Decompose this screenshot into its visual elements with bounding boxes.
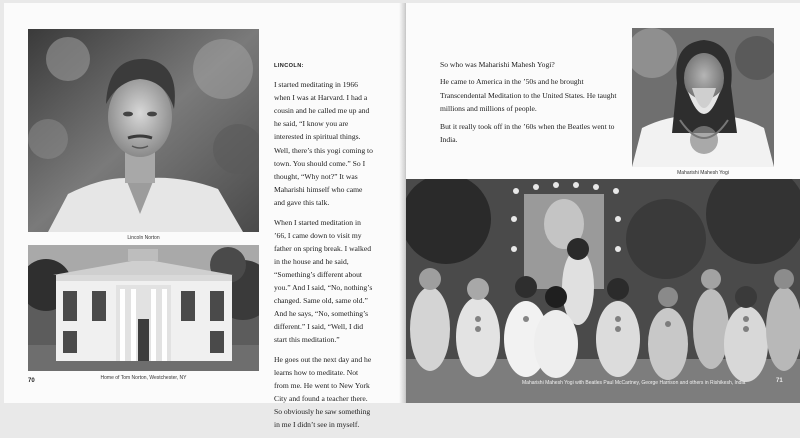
- maharishi-portrait-photo: [632, 28, 774, 167]
- paragraph: So who was Maharishi Mahesh Yogi?: [440, 60, 555, 69]
- speaker-label: LINCOLN:: [274, 63, 304, 69]
- book-spread: [4, 3, 800, 430]
- house-photo: [28, 245, 259, 371]
- maharishi-caption: Maharishi Mahesh Yogi: [677, 170, 729, 176]
- interview-text-left: [274, 60, 374, 438]
- left-page: [4, 3, 404, 430]
- paragraph: I started meditating in 1966 when I was at Harvard. I had a cousin and he called me up and he said, “I know you are interested in spiritual things. Well, there’s this yogi coming to town. You should come.” So I thought, “Why not?” It was Maharishi himself who came and gave this talk.: [274, 80, 373, 207]
- portrait-photo-lincoln-norton: [28, 29, 259, 232]
- house-caption: Home of Tom Norton, Westchester, NY: [100, 375, 187, 381]
- group-photo-caption: Maharishi Mahesh Yogi with Beatles Paul McCartney, George Harrison and others in Rishikesh, India: [522, 380, 746, 386]
- paragraph: He came to America in the ’50s and he brought Transcendental Meditation to the United States. He taught millions and millions of people.: [440, 77, 617, 114]
- paragraph: He goes out the next day and he learns how to meditate. Not from me. He went to New York City and found a teacher there. So obviously he saw something in me I didn’t see in myself.: [274, 354, 372, 430]
- group-photo-rishikesh: [406, 179, 800, 403]
- right-page: [406, 3, 800, 403]
- page-number-right: 71: [776, 378, 783, 384]
- portrait-caption: Lincoln Norton: [127, 235, 160, 241]
- paragraph: But it really took off in the ’60s when the Beatles went to India.: [440, 121, 615, 145]
- page-number-left: 70: [28, 378, 35, 384]
- paragraph: When I started meditation in ’66, I came down to visit my father on spring break. I walked in the house and he said, “Something’s different about you.” And I said, “No, nothing’s changed. Same old, same old.” And he says, “No, something’s different.” I said, “Well, I did start this meditation.”: [274, 217, 373, 345]
- interview-text-right: [440, 58, 620, 153]
